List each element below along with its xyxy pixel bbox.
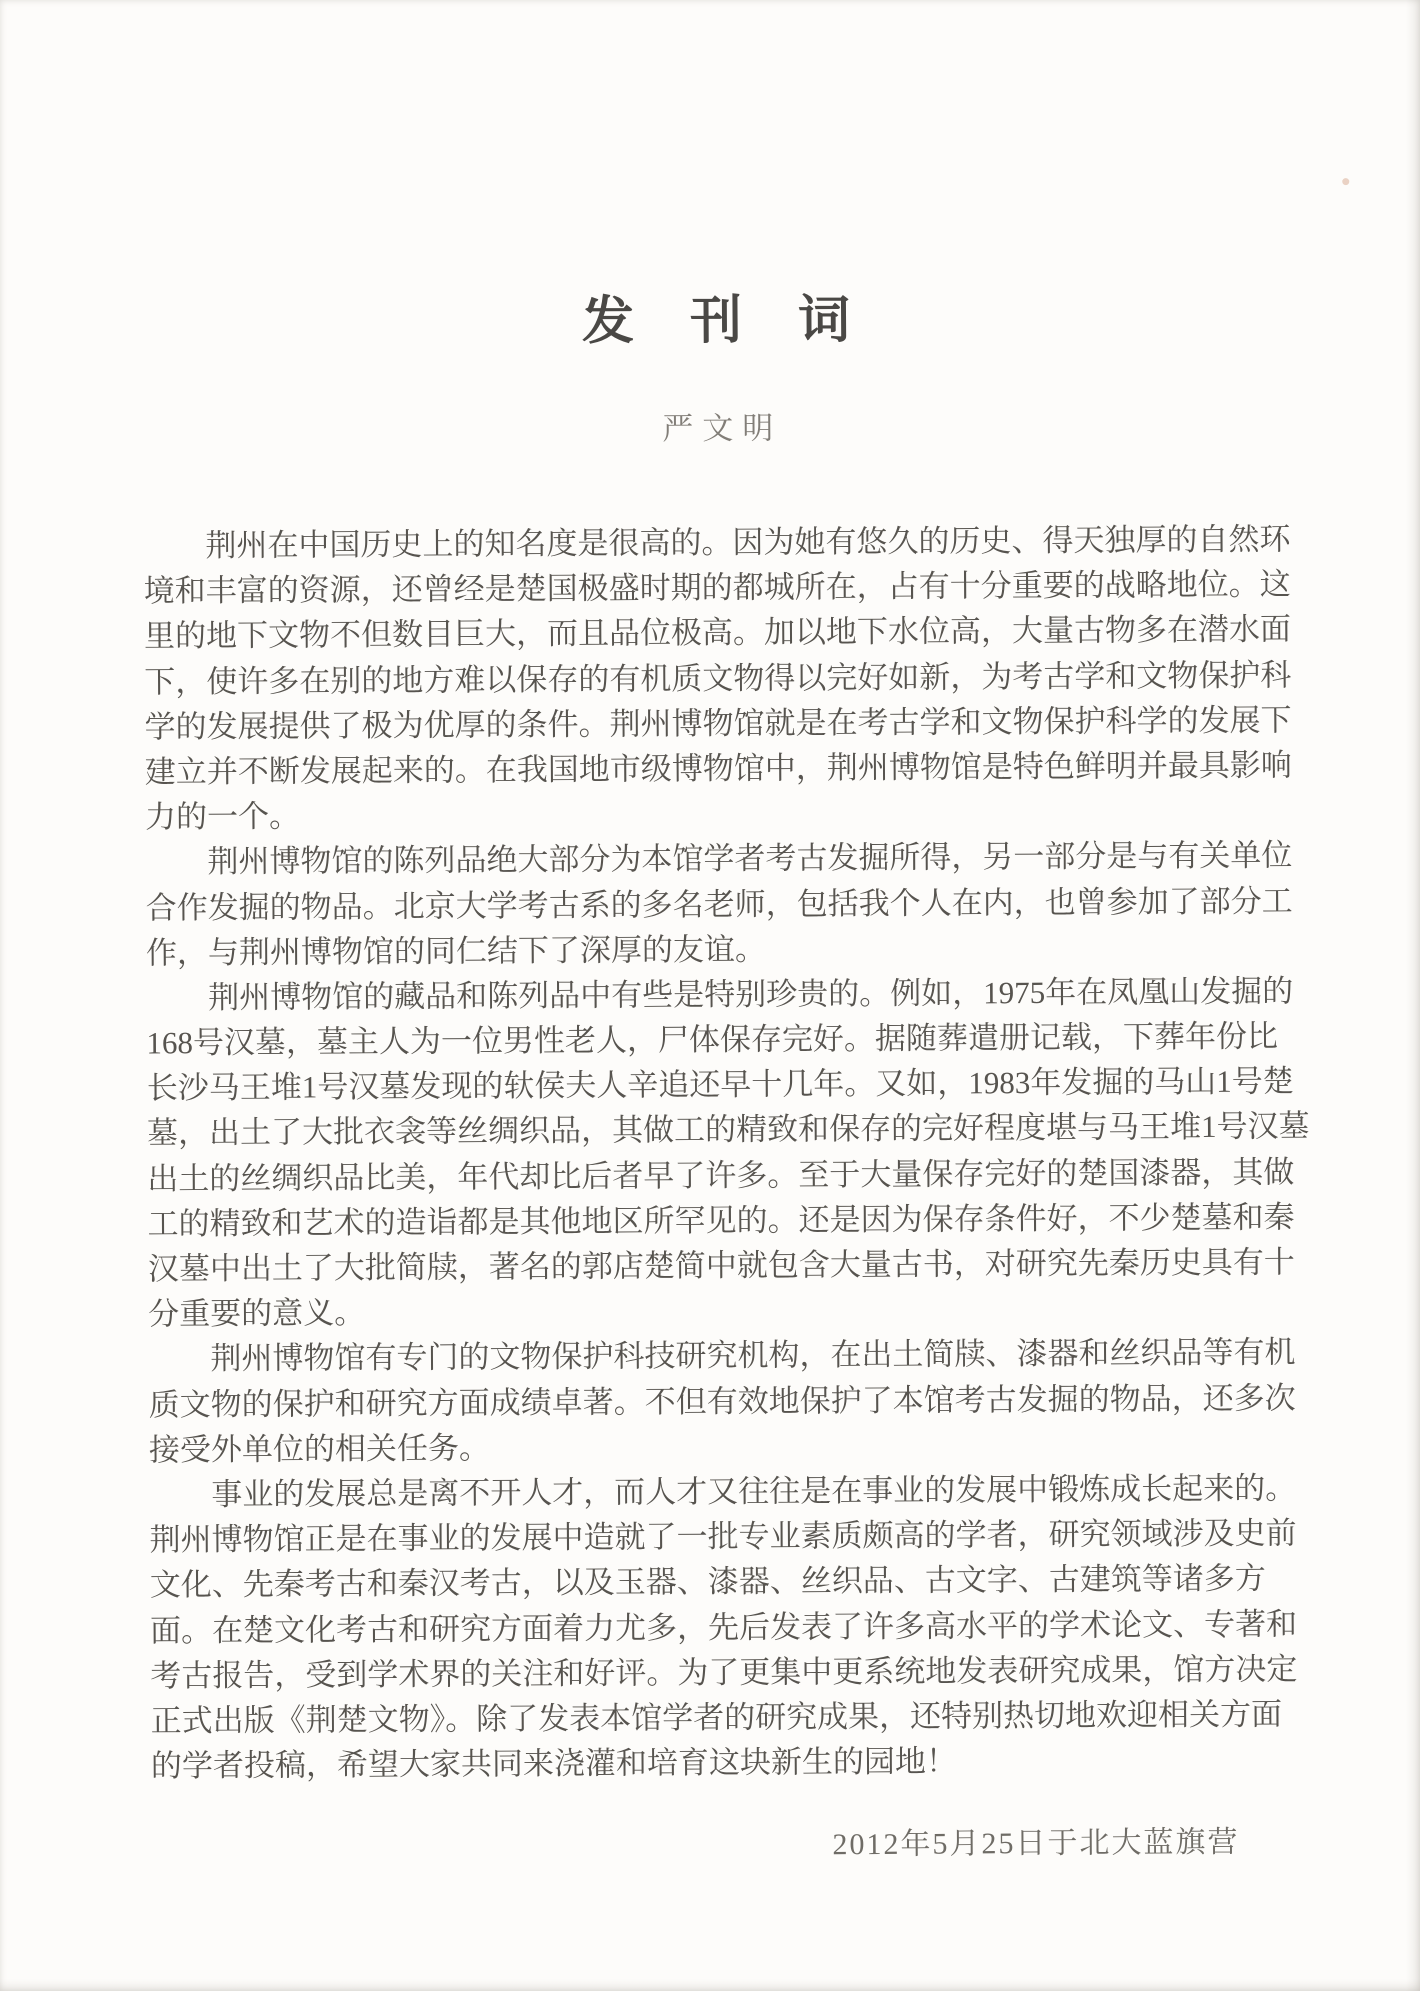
text-line: 质文物的保护和研究方面成绩卓著。不但有效地保护了本馆考古发掘的物品，还多次 [148, 1379, 1296, 1423]
text-line: 文化、先秦考古和秦汉考古，以及玉器、漆器、丝织品、古文字、古建筑等诸多方 [149, 1560, 1266, 1603]
text-line: 荆州博物馆的藏品和陈列品中有些是特别珍贵的。例如，1975年在凤凰山发掘的 [208, 973, 1294, 1015]
text-line: 汉墓中出土了大批简牍，著名的郭店楚简中就包含大量古书，对研究先秦历史具有十 [147, 1244, 1295, 1287]
text-line: 荆州博物馆的陈列品绝大部分为本馆学者考古发掘所得，另一部分是与有关单位 [207, 837, 1293, 880]
text-line: 正式出版《荆楚文物》。除了发表本馆学者的研究成果，还特别热切地欢迎相关方面 [150, 1696, 1283, 1739]
paragraph [149, 1465, 1336, 1789]
text-line: 荆州博物馆有专门的文物保护科技研究机构，在出土简牍、漆器和丝织品等有机 [210, 1334, 1296, 1377]
text-line: 分重要的意义。 [148, 1295, 366, 1332]
text-line: 的学者投稿，希望大家共同来浇灌和培育这块新生的园地！ [150, 1743, 958, 1784]
text-line: 168号汉墓，墓主人为一位男性老人，尸体保存完好。据随葬遣册记载，下葬年份比 [146, 1018, 1279, 1061]
text-line: 出土的丝绸织品比美，年代却比后者早了许多。至于大量保存完好的楚国漆器，其做 [147, 1154, 1295, 1197]
text-line: 面。在楚文化考古和研究方面着力尤多，先后发表了许多高水平的学术论文、专著和 [149, 1605, 1298, 1648]
text-line: 荆州在中国历史上的知名度是很高的。因为她有悠久的历史、得天独厚的自然环 [205, 521, 1291, 564]
text-line: 合作发掘的物品。北京大学考古系的多名老师，包括我个人在内，也曾参加了部分工 [145, 882, 1293, 925]
paragraph [148, 1330, 1334, 1473]
text-line: 作，与荆州博物馆的同仁结下了深厚的友谊。 [145, 931, 767, 971]
text-line: 考古报告，受到学术界的关注和好评。为了更集中更系统地发表研究成果，馆方决定 [150, 1651, 1298, 1694]
body-text [143, 516, 1336, 1788]
text-line: 事业的发展总是离不开人才，而人才又往往是在事业的发展中锻炼成长起来的。 [211, 1470, 1297, 1512]
text-line: 荆州博物馆正是在事业的发展中造就了一批专业素质颇高的学者，研究领域涉及史前 [149, 1515, 1297, 1558]
text-line: 工的精致和艺术的造诣都是其他地区所罕见的。还是因为保存条件好，不少楚墓和秦 [147, 1199, 1295, 1242]
text-line: 境和丰富的资源，还曾经是楚国极盛时期的都城所在，占有十分重要的战略地位。这 [143, 566, 1291, 609]
text-line: 墓，出土了大批衣衾等丝绸织品，其做工的精致和保存的完好程度堪与马王堆1号汉墓 [146, 1108, 1310, 1151]
text-line: 接受外单位的相关任务。 [148, 1430, 491, 1468]
text-line: 学的发展提供了极为优厚的条件。荆州博物馆就是在考古学和文物保护科学的发展下 [144, 702, 1292, 745]
paragraph [146, 968, 1333, 1337]
paragraph [143, 516, 1330, 840]
page-title: 发 刊 词 [581, 292, 853, 351]
text-line: 力的一个。 [145, 798, 301, 835]
text-line: 里的地下文物不但数目巨大，而且品位极高。加以地下水位高，大量古物多在潜水面 [143, 611, 1292, 654]
scan-speck [1342, 178, 1349, 185]
text-line: 长沙马王堆1号汉墓发现的轪侯夫人辛追还早十几年。又如，1983年发掘的马山1号楚 [146, 1063, 1294, 1106]
paragraph [145, 833, 1331, 976]
author-name: 严文明 [662, 410, 783, 447]
text-line: 建立并不断发展起来的。在我国地市级博物馆中，荆州博物馆是特色鲜明并最具影响 [144, 747, 1292, 790]
scan-edge-shadow-bottom [0, 1979, 1420, 1991]
date-line: 2012年5月25日于北大蓝旗营 [832, 1825, 1240, 1862]
text-line: 下，使许多在别的地方难以保存的有机质文物得以完好如新，为考古学和文物保护科 [144, 657, 1292, 700]
scan-edge-shadow-right [1406, 0, 1420, 1991]
